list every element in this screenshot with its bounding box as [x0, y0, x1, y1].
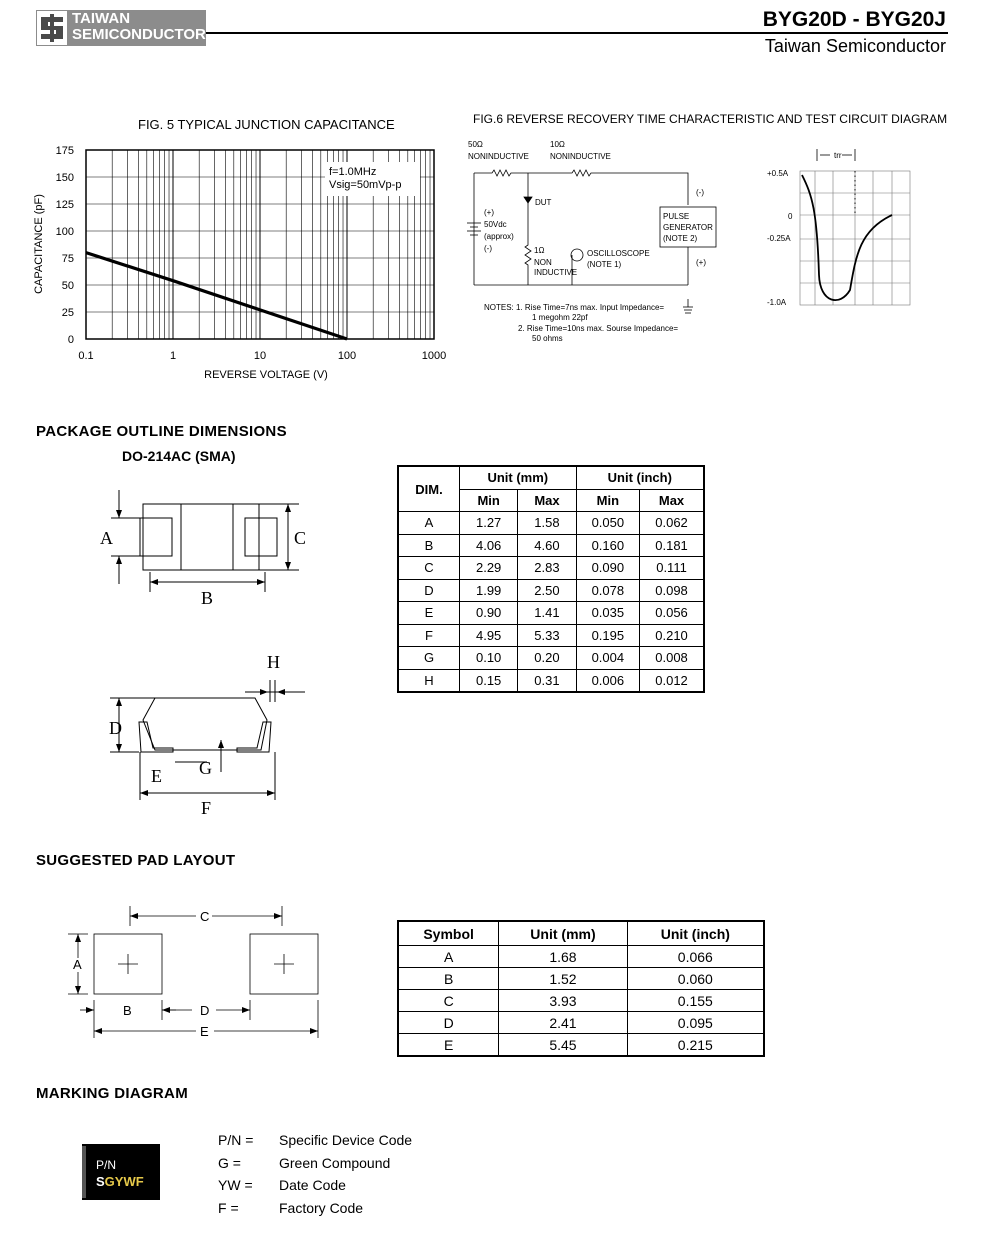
x-tick-label: 1000 — [421, 350, 447, 362]
table-row — [398, 946, 764, 968]
wave-label-minus025: -0.25A — [767, 234, 791, 243]
pad-label-a: A — [73, 957, 82, 972]
table-row — [398, 1034, 764, 1057]
legend-desc: Specific Device Code — [279, 1132, 413, 1148]
pad-cell-sym: A — [398, 946, 499, 968]
pad-cell-inch: 0.155 — [627, 990, 764, 1012]
legend-code: YW = — [218, 1177, 253, 1193]
table-cell-in-min: 0.090 — [576, 557, 639, 580]
table-cell-in-min: 0.160 — [576, 534, 639, 557]
oscilloscope-note: (NOTE 1) — [587, 260, 622, 269]
inch-header: Unit (inch) — [576, 466, 704, 489]
r1-type: NONINDUCTIVE — [468, 152, 529, 161]
legend-item — [218, 1177, 346, 1193]
table-cell-mm-min: 0.15 — [460, 669, 518, 692]
pad-mm-header: Unit (mm) — [499, 921, 627, 946]
table-row — [398, 624, 704, 647]
pad-table — [397, 920, 765, 1057]
table-row — [398, 512, 704, 535]
logo-text — [72, 11, 206, 43]
table-cell-mm-min: 0.10 — [460, 647, 518, 670]
logo-line-1: TAIWAN — [72, 10, 131, 27]
pad-label-b: B — [123, 1003, 132, 1018]
table-row — [398, 647, 704, 670]
fig6-title: FIG.6 REVERSE RECOVERY TIME CHARACTERISTIC AND TEST CIRCUIT DIAGRAM — [473, 112, 948, 126]
pad-layout-drawing — [60, 900, 340, 1045]
dimension-table — [397, 465, 705, 693]
header-rule — [206, 32, 948, 34]
y-tick-label: 125 — [55, 199, 74, 211]
table-row — [398, 579, 704, 602]
table-row — [398, 990, 764, 1012]
y-tick-label: 50 — [61, 280, 74, 292]
x-tick-label: 10 — [253, 350, 267, 362]
mm-max-header: Max — [518, 489, 576, 512]
inch-min-header: Min — [576, 489, 639, 512]
fig5-y-tick-labels — [56, 145, 74, 346]
company-logo — [36, 10, 206, 46]
table-row — [398, 557, 704, 580]
table-cell-in-min: 0.078 — [576, 579, 639, 602]
pad-cell-mm: 2.41 — [499, 1012, 627, 1034]
table-row — [398, 534, 704, 557]
dim-label-e: E — [151, 766, 162, 786]
pad-cell-inch: 0.060 — [627, 968, 764, 990]
table-row — [398, 968, 764, 990]
fig6-circuit-diagram — [462, 135, 932, 350]
legend-item — [218, 1155, 390, 1171]
pg-minus: (-) — [696, 188, 704, 197]
table-cell-dim: F — [398, 624, 460, 647]
table-row — [398, 602, 704, 625]
dim-label-d: D — [109, 718, 122, 738]
marking-chip — [82, 1144, 160, 1200]
wave-label-minus10: -1.0A — [767, 298, 787, 307]
table-cell-mm-max: 1.58 — [518, 512, 576, 535]
legend-desc: Factory Code — [279, 1199, 364, 1216]
dim-label-c: C — [294, 528, 307, 548]
pad-label-c: C — [200, 909, 210, 924]
legend-item — [218, 1200, 363, 1216]
fig5-title: FIG. 5 TYPICAL JUNCTION CAPACITANCE — [138, 117, 395, 132]
fig5-condition-1: f=1.0MHz — [329, 166, 377, 178]
x-tick-label: 100 — [337, 350, 357, 362]
r3-type-2: INDUCTIVE — [534, 268, 578, 277]
fig5-condition-2: Vsig=50mVp-p — [329, 179, 402, 191]
table-cell-in-min: 0.004 — [576, 647, 639, 670]
table-cell-in-max: 0.111 — [640, 557, 704, 580]
inch-max-header: Max — [640, 489, 704, 512]
table-cell-in-min: 0.035 — [576, 602, 639, 625]
oscilloscope-label: OSCILLOSCOPE — [587, 249, 650, 258]
y-tick-label: 25 — [61, 307, 74, 319]
symbol-header: Symbol — [398, 921, 499, 946]
table-cell-dim: G — [398, 647, 460, 670]
table-cell-mm-min: 1.99 — [460, 579, 518, 602]
note-2b: 50 ohms — [532, 334, 563, 343]
y-tick-label: 75 — [61, 253, 74, 265]
pad-rows — [398, 946, 764, 1057]
chip-pn: P/N — [96, 1158, 117, 1172]
dim-label-a: A — [100, 528, 113, 548]
chip-code — [96, 1174, 144, 1189]
y-tick-label: 100 — [55, 226, 74, 238]
table-cell-dim: E — [398, 602, 460, 625]
dim-label-h: H — [267, 652, 280, 672]
table-cell-mm-min: 4.95 — [460, 624, 518, 647]
legend-code: P/N = — [218, 1132, 254, 1148]
r2-type: NONINDUCTIVE — [550, 152, 611, 161]
r2-value: 10Ω — [550, 140, 565, 149]
table-cell-in-max: 0.056 — [640, 602, 704, 625]
cathode-band — [82, 1146, 86, 1198]
legend-code: F = — [218, 1199, 239, 1216]
dimension-table-wrapper — [397, 465, 705, 693]
table-cell-mm-max: 0.20 — [518, 647, 576, 670]
pulse-gen-3: (NOTE 2) — [663, 234, 698, 243]
mm-min-header: Min — [460, 489, 518, 512]
table-cell-mm-min: 1.27 — [460, 512, 518, 535]
package-outline-title: PACKAGE OUTLINE DIMENSIONS — [36, 423, 287, 440]
pad-label-e: E — [200, 1024, 209, 1039]
pad-cell-mm: 3.93 — [499, 990, 627, 1012]
chip-gywf: GYWF — [104, 1174, 144, 1189]
marking-diagram-title: MARKING DIAGRAM — [36, 1085, 188, 1102]
pad-cell-mm: 1.68 — [499, 946, 627, 968]
dut-label: DUT — [535, 198, 552, 207]
x-tick-label: 0.1 — [78, 350, 94, 362]
table-cell-dim: H — [398, 669, 460, 692]
mm-header: Unit (mm) — [460, 466, 577, 489]
r3-value: 1Ω — [534, 246, 545, 255]
pad-table-wrapper — [397, 920, 765, 1057]
part-number: BYG20D - BYG20J — [762, 8, 946, 31]
supply-approx: (approx) — [484, 232, 514, 241]
supply-plus: (+) — [484, 208, 494, 217]
supply-value: 50Vdc — [484, 220, 507, 229]
package-outline-drawing — [95, 480, 325, 825]
pad-cell-sym: E — [398, 1034, 499, 1057]
pad-cell-sym: B — [398, 968, 499, 990]
fig5-x-axis-label: REVERSE VOLTAGE (V) — [204, 369, 328, 381]
capacitance-curve — [86, 253, 347, 339]
recovery-waveform — [802, 175, 892, 300]
fig5-x-tick-labels — [78, 350, 446, 362]
table-cell-mm-min: 2.29 — [460, 557, 518, 580]
table-cell-mm-max: 2.50 — [518, 579, 576, 602]
legend-desc: Green Compound — [279, 1154, 391, 1171]
note-2: 2. Rise Time=10ns max. Sourse Impedance= — [518, 324, 679, 333]
logo-line-2: SEMICONDUCTOR — [72, 26, 206, 43]
fig5-y-axis-label: CAPACITANCE (pF) — [33, 194, 45, 294]
pulse-gen-2: GENERATOR — [663, 223, 713, 232]
pulse-gen-1: PULSE — [663, 212, 690, 221]
pad-cell-mm: 1.52 — [499, 968, 627, 990]
trr-label: trr — [834, 151, 842, 160]
table-row — [398, 1012, 764, 1034]
dim-header: DIM. — [398, 466, 460, 512]
table-cell-dim: B — [398, 534, 460, 557]
pad-cell-sym: C — [398, 990, 499, 1012]
table-cell-mm-min: 4.06 — [460, 534, 518, 557]
table-cell-in-max: 0.098 — [640, 579, 704, 602]
package-subtitle: DO-214AC (SMA) — [122, 448, 236, 464]
pad-cell-mm: 5.45 — [499, 1034, 627, 1057]
table-cell-in-min: 0.050 — [576, 512, 639, 535]
pad-cell-sym: D — [398, 1012, 499, 1034]
pg-plus: (+) — [696, 258, 706, 267]
table-row — [398, 669, 704, 692]
table-cell-mm-max: 0.31 — [518, 669, 576, 692]
legend-code: G = — [218, 1154, 241, 1171]
x-tick-label: 1 — [169, 350, 177, 362]
table-cell-mm-max: 2.83 — [518, 557, 576, 580]
pad-cell-inch: 0.095 — [627, 1012, 764, 1034]
r1-value: 50Ω — [468, 140, 483, 149]
legend-item — [218, 1132, 412, 1148]
table-cell-in-max: 0.008 — [640, 647, 704, 670]
pad-cell-inch: 0.215 — [627, 1034, 764, 1057]
company-name: Taiwan Semiconductor — [764, 36, 946, 56]
table-cell-in-min: 0.195 — [576, 624, 639, 647]
pad-label-d: D — [200, 1003, 210, 1018]
table-cell-mm-max: 4.60 — [518, 534, 576, 557]
fig5-series — [86, 253, 347, 339]
dim-label-b: B — [201, 588, 214, 608]
legend-desc: Date Code — [279, 1177, 346, 1193]
dimension-rows — [398, 512, 704, 693]
pad-inch-header: Unit (inch) — [627, 921, 764, 946]
ts-logo-mark — [36, 10, 68, 46]
table-cell-in-max: 0.210 — [640, 624, 704, 647]
table-cell-dim: D — [398, 579, 460, 602]
chip-logo: S — [96, 1174, 105, 1189]
note-1b: 1 megohm 22pf — [532, 313, 588, 322]
table-cell-mm-max: 5.33 — [518, 624, 576, 647]
wave-label-plus05: +0.5A — [767, 169, 789, 178]
dim-label-f: F — [201, 798, 212, 818]
table-cell-in-max: 0.062 — [640, 512, 704, 535]
table-cell-mm-max: 1.41 — [518, 602, 576, 625]
dim-label-g: G — [199, 758, 212, 778]
y-tick-label: 150 — [55, 172, 74, 184]
y-tick-label: 175 — [55, 145, 74, 157]
y-tick-label: 0 — [67, 334, 74, 346]
fig5-chart — [30, 140, 460, 390]
r3-type-1: NON — [534, 258, 552, 267]
table-cell-in-min: 0.006 — [576, 669, 639, 692]
note-1: NOTES: 1. Rise Time=7ns max. Input Impedance= — [484, 303, 665, 312]
table-cell-dim: C — [398, 557, 460, 580]
table-cell-dim: A — [398, 512, 460, 535]
table-cell-in-max: 0.012 — [640, 669, 704, 692]
pad-layout-title: SUGGESTED PAD LAYOUT — [36, 852, 236, 869]
supply-minus: (-) — [484, 244, 492, 253]
pad-cell-inch: 0.066 — [627, 946, 764, 968]
table-cell-in-max: 0.181 — [640, 534, 704, 557]
wave-label-zero: 0 — [788, 212, 793, 221]
table-cell-mm-min: 0.90 — [460, 602, 518, 625]
